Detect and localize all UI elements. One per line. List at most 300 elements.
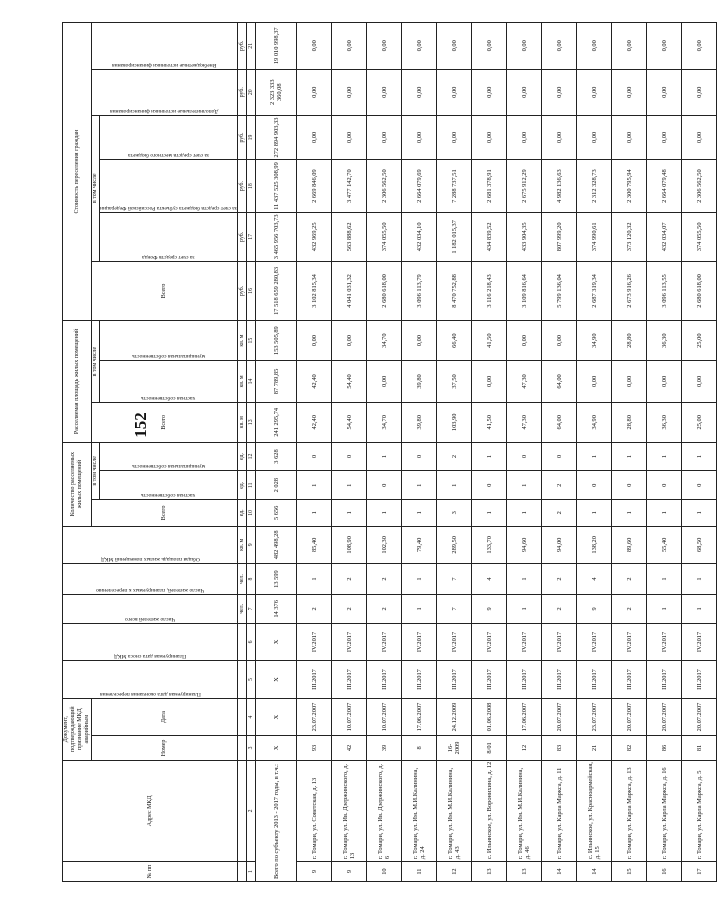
cell-no: 16: [647, 862, 682, 882]
column-index-cell: 5: [247, 661, 256, 699]
cell-addr: с. Ильинское, ул. Красноармейская, д. 15: [577, 760, 612, 862]
header-address: Адрес МКД: [63, 760, 238, 862]
unit-cell: кв. м: [238, 360, 247, 402]
cell-loc: 0,00: [402, 115, 437, 159]
cell-reg: 2 664 079,69: [402, 160, 437, 213]
cell-fund: 807 999,20: [542, 213, 577, 262]
cell-priv: 0: [612, 471, 647, 500]
cell-dem: IV.2017: [367, 623, 402, 661]
cell-addr: г. Томари, ул. Карла Маркса, д. 5: [682, 760, 717, 862]
cell-res: 1: [682, 595, 717, 624]
unit-cell: руб.: [238, 213, 247, 262]
cell-reloc: 1: [507, 564, 542, 595]
total-c5: X: [256, 661, 297, 699]
header-count-total: Всего: [92, 500, 238, 526]
cell-ex2: 0,00: [367, 23, 402, 70]
cell-reloc: 2: [367, 564, 402, 595]
column-index-cell: 13: [247, 402, 256, 442]
cell-dem: IV.2017: [647, 623, 682, 661]
cell-area: 85,40: [297, 526, 332, 564]
cell-amun: 0,00: [542, 321, 577, 361]
header-cost-in: в том числе: [92, 115, 100, 261]
cell-apriv: 37,50: [437, 360, 472, 402]
table-row: [437, 23, 472, 882]
cell-mun: 1: [682, 442, 717, 471]
cell-res: 9: [577, 595, 612, 624]
cell-dem: IV.2017: [437, 623, 472, 661]
total-c9: 482 498,28: [256, 526, 297, 564]
cell-area: 94,00: [542, 526, 577, 564]
cell-loc: 0,00: [437, 115, 472, 159]
cell-loc: 0,00: [367, 115, 402, 159]
column-index-cell: 6: [247, 623, 256, 661]
cell-priv: 1: [297, 471, 332, 500]
unit-cell: ед.: [238, 442, 247, 471]
cell-reloc: 1: [682, 564, 717, 595]
cell-dem: IV.2017: [402, 623, 437, 661]
unit-cell: руб.: [238, 261, 247, 321]
cell-atot: 64,00: [542, 402, 577, 442]
header-no: № пп: [63, 862, 238, 882]
cell-addr: г. Томари, ул. Ив. Дзержинского, д. 6: [367, 760, 402, 862]
cell-mun: 1: [577, 442, 612, 471]
cell-ex2: 0,00: [647, 23, 682, 70]
header-count-municipal: муниципальная собственность: [100, 442, 238, 471]
units-row: [238, 23, 247, 882]
cell-apriv: 54,40: [332, 360, 367, 402]
cell-amun: 28,80: [612, 321, 647, 361]
relocation-table: [62, 22, 717, 882]
column-index-cell: 19: [247, 115, 256, 159]
cell-no: 9: [332, 862, 367, 882]
cell-addr: г. Томари, ул. Им. М.И.Калинина, д. 46: [507, 760, 542, 862]
cell-no: 15: [612, 862, 647, 882]
cell-mun: 1: [612, 442, 647, 471]
header-area-total: Всего: [92, 402, 238, 442]
cell-loc: 0,00: [507, 115, 542, 159]
cell-loc: 0,00: [472, 115, 507, 159]
cell-dem: IV.2017: [542, 623, 577, 661]
cell-priv: 0: [472, 471, 507, 500]
header-cost-fund: за счет средств Фонда: [100, 213, 238, 262]
cell-tot: 2 687 319,34: [577, 261, 612, 321]
total-row: [256, 23, 297, 882]
cell-cnt: 1: [647, 500, 682, 526]
cell-cnt: 1: [612, 500, 647, 526]
cell-reg: 4 982 136,63: [542, 160, 577, 213]
cell-ex2: 0,00: [437, 23, 472, 70]
column-index-cell: 20: [247, 69, 256, 115]
cell-atot: 42,40: [297, 402, 332, 442]
cell-date: 20.07.2007: [682, 698, 717, 736]
cell-area: 89,60: [612, 526, 647, 564]
cell-ex: 0,00: [507, 69, 542, 115]
cell-res: 9: [472, 595, 507, 624]
column-index-cell: 11: [247, 471, 256, 500]
total-c12: 3 628: [256, 442, 297, 471]
header-count-in: в том числе: [92, 442, 100, 499]
cell-amun: 0,00: [297, 321, 332, 361]
cell-end: III.2017: [437, 661, 472, 699]
cell-ex2: 0,00: [402, 23, 437, 70]
cell-reloc: 1: [647, 564, 682, 595]
header-cost-extra: Дополнительные источники финансирования: [92, 69, 238, 115]
cell-priv: 1: [402, 471, 437, 500]
cell-ex2: 0,00: [682, 23, 717, 70]
unit-cell: руб.: [238, 115, 247, 159]
cell-ex: 0,00: [682, 69, 717, 115]
header-plan-demolition: Планируемая дата сноса МКД: [63, 623, 238, 661]
cell-atot: 39,80: [402, 402, 437, 442]
cell-amun: 36,30: [647, 321, 682, 361]
header-cost-group: Стоимость переселения граждан: [63, 23, 92, 321]
total-label: Всего по субъекту 2013 - 2017 годы, в т.ч.:: [256, 760, 297, 881]
cell-dem: IV.2017: [472, 623, 507, 661]
cell-num: 16-2009: [437, 736, 472, 760]
cell-area: 79,40: [402, 526, 437, 564]
cell-res: 2: [332, 595, 367, 624]
cell-tot: 4 041 031,32: [332, 261, 367, 321]
total-c10: 5 656: [256, 500, 297, 526]
table-row: [402, 23, 437, 882]
cell-ex: 0,00: [297, 69, 332, 115]
cell-area: 68,50: [682, 526, 717, 564]
unit-cell: [238, 661, 247, 699]
cell-num: 86: [647, 736, 682, 760]
cell-end: III.2017: [542, 661, 577, 699]
cell-reloc: 1: [297, 564, 332, 595]
cell-mun: 1: [472, 442, 507, 471]
column-index-cell: 10: [247, 500, 256, 526]
cell-ex: 0,00: [332, 69, 367, 115]
cell-cnt: 1: [402, 500, 437, 526]
cell-amun: 34,90: [577, 321, 612, 361]
cell-tot: 8 470 752,88: [437, 261, 472, 321]
header-count-group: Количество расселяемых жилых помещений: [63, 442, 92, 526]
cell-num: 81: [682, 736, 717, 760]
cell-date: 17.06.2007: [402, 698, 437, 736]
cell-reloc: 2: [332, 564, 367, 595]
cell-cnt: 3: [437, 500, 472, 526]
cell-end: III.2017: [507, 661, 542, 699]
table-row: [542, 23, 577, 882]
header-area-private: частная собственность: [100, 360, 238, 402]
cell-apriv: 0,00: [472, 360, 507, 402]
cell-addr: г. Томари, ул. Им. М.И.Калинина, д. 43: [437, 760, 472, 862]
cell-area: 108,90: [332, 526, 367, 564]
header-row-1: [63, 23, 92, 882]
cell-num: 39: [367, 736, 402, 760]
cell-addr: г. Томари, ул. Карла Маркса, д. 13: [612, 760, 647, 862]
total-c11: 2 028: [256, 471, 297, 500]
cell-date: 23.07.2007: [297, 698, 332, 736]
cell-reg: 2 306 562,50: [367, 160, 402, 213]
header-doc-group: Документ, подтверждающий признание МКД аварийным: [63, 698, 92, 760]
cell-area: 94,60: [507, 526, 542, 564]
header-cost-local: за счет средств местного бюджета: [100, 115, 238, 159]
table-row: [367, 23, 402, 882]
cell-fund: 433 904,35: [507, 213, 542, 262]
total-c15: 153 505,89: [256, 321, 297, 361]
header-plan-end: Планируемая дата окончания переселения: [63, 661, 238, 699]
cell-reloc: 1: [402, 564, 437, 595]
cell-apriv: 64,00: [542, 360, 577, 402]
cell-ex2: 0,00: [472, 23, 507, 70]
unit-cell: ед.: [238, 471, 247, 500]
cell-reloc: 4: [472, 564, 507, 595]
cell-date: 10.07.2007: [367, 698, 402, 736]
unit-cell: руб.: [238, 160, 247, 213]
total-c20: 2 323 333 360,08: [256, 69, 297, 115]
cell-reg: 7 288 737,51: [437, 160, 472, 213]
cell-apriv: 0,00: [647, 360, 682, 402]
cell-reloc: 4: [577, 564, 612, 595]
cell-atot: 36,30: [647, 402, 682, 442]
cell-mun: 0: [402, 442, 437, 471]
cell-apriv: 0,00: [577, 360, 612, 402]
cell-ex: 0,00: [402, 69, 437, 115]
cell-loc: 0,00: [577, 115, 612, 159]
cell-atot: 34,70: [367, 402, 402, 442]
header-count-private: частная собственность: [100, 471, 238, 500]
cell-addr: г. Томари, ул. Советская, д. 13: [297, 760, 332, 862]
cell-cnt: 1: [507, 500, 542, 526]
unit-cell: ед.: [238, 500, 247, 526]
cell-atot: 41,50: [472, 402, 507, 442]
cell-res: 2: [542, 595, 577, 624]
cell-ex2: 0,00: [507, 23, 542, 70]
cell-ex: 0,00: [367, 69, 402, 115]
cell-ex: 0,00: [612, 69, 647, 115]
cell-res: 1: [507, 595, 542, 624]
cell-amun: 66,40: [437, 321, 472, 361]
header-doc-number: Номер: [92, 736, 238, 760]
cell-area: 102,30: [367, 526, 402, 564]
cell-loc: 0,00: [647, 115, 682, 159]
cell-tot: 2 680 618,00: [367, 261, 402, 321]
cell-priv: 0: [367, 471, 402, 500]
column-index-row: [247, 23, 256, 882]
cell-mun: 0: [507, 442, 542, 471]
table-body: [256, 23, 717, 882]
cell-apriv: 0,00: [612, 360, 647, 402]
cell-cnt: 1: [577, 500, 612, 526]
table-row: [332, 23, 367, 882]
cell-priv: 0: [647, 471, 682, 500]
cell-ex: 0,00: [437, 69, 472, 115]
total-c21: 19 010 998,37: [256, 23, 297, 70]
cell-date: 01.06.2008: [472, 698, 507, 736]
cell-end: III.2017: [402, 661, 437, 699]
unit-cell: [238, 760, 247, 862]
cell-num: 12: [507, 736, 542, 760]
cell-num: 8/01: [472, 736, 507, 760]
cell-apriv: 47,30: [507, 360, 542, 402]
column-index-cell: 17: [247, 213, 256, 262]
cell-fund: 434 839,52: [472, 213, 507, 262]
cell-dem: IV.2017: [612, 623, 647, 661]
header-doc-date: Дата: [92, 698, 238, 736]
cell-reg: 2 675 912,29: [507, 160, 542, 213]
cell-dem: IV.2017: [507, 623, 542, 661]
cell-tot: 3 096 113,79: [402, 261, 437, 321]
cell-atot: 103,90: [437, 402, 472, 442]
cell-no: 13: [507, 862, 542, 882]
cell-mun: 1: [647, 442, 682, 471]
column-index-cell: 1: [247, 862, 256, 882]
cell-fund: 563 888,62: [332, 213, 367, 262]
cell-res: 2: [297, 595, 332, 624]
column-index-cell: 8: [247, 564, 256, 595]
column-index-cell: 21: [247, 23, 256, 70]
column-index-cell: 3: [247, 736, 256, 760]
unit-cell: чел.: [238, 595, 247, 624]
header-area-municipal: муниципальная собственность: [100, 321, 238, 361]
cell-amun: 0,00: [332, 321, 367, 361]
cell-reg: 2 664 079,48: [647, 160, 682, 213]
cell-no: 14: [577, 862, 612, 882]
cell-amun: 41,50: [472, 321, 507, 361]
cell-area: 289,50: [437, 526, 472, 564]
cell-res: 1: [402, 595, 437, 624]
cell-num: 93: [297, 736, 332, 760]
cell-addr: с. Ильинское, ул. Воронихина, д. 12: [472, 760, 507, 862]
total-c14: 87 789,85: [256, 360, 297, 402]
cell-num: 83: [542, 736, 577, 760]
column-index-cell: 4: [247, 698, 256, 736]
cell-ex2: 0,00: [612, 23, 647, 70]
cell-ex: 0,00: [647, 69, 682, 115]
cell-reg: 3 477 142,70: [332, 160, 367, 213]
cell-reg: 2 306 562,50: [682, 160, 717, 213]
cell-no: 13: [472, 862, 507, 882]
cell-reg: 2 669 846,09: [297, 160, 332, 213]
table-row: [647, 23, 682, 882]
total-c8: 13 599: [256, 564, 297, 595]
cell-amun: 0,00: [507, 321, 542, 361]
cell-res: 2: [367, 595, 402, 624]
cell-apriv: 0,00: [682, 360, 717, 402]
header-cost-region: за счет средств бюджета субъекта Российской Федерации: [100, 160, 238, 213]
cell-num: 82: [612, 736, 647, 760]
cell-ex2: 0,00: [297, 23, 332, 70]
cell-area: 55,40: [647, 526, 682, 564]
cell-fund: 374 055,50: [367, 213, 402, 262]
table-row: [507, 23, 542, 882]
unit-cell: руб.: [238, 69, 247, 115]
total-c7: 14 376: [256, 595, 297, 624]
total-c19: 272 894 903,33: [256, 115, 297, 159]
cell-fund: 373 120,32: [612, 213, 647, 262]
header-area-group: Расселяемая площадь жилых помещений: [63, 321, 92, 442]
cell-dem: IV.2017: [332, 623, 367, 661]
header-cost-total: Всего: [92, 261, 238, 321]
cell-atot: 34,90: [577, 402, 612, 442]
cell-cnt: 1: [682, 500, 717, 526]
cell-loc: 0,00: [612, 115, 647, 159]
cell-num: 21: [577, 736, 612, 760]
cell-ex2: 0,00: [577, 23, 612, 70]
cell-priv: 1: [507, 471, 542, 500]
cell-tot: 3 102 815,34: [297, 261, 332, 321]
cell-tot: 2 673 916,26: [612, 261, 647, 321]
cell-addr: г. Томари, ул. Карла Маркса, д. 11: [542, 760, 577, 862]
cell-fund: 432 034,10: [402, 213, 437, 262]
cell-tot: 5 799 136,04: [542, 261, 577, 321]
cell-loc: 0,00: [542, 115, 577, 159]
column-index-cell: 2: [247, 760, 256, 862]
cell-loc: 0,00: [682, 115, 717, 159]
cell-reg: 2 681 378,91: [472, 160, 507, 213]
cell-date: 20.07.2007: [647, 698, 682, 736]
unit-cell: [238, 698, 247, 736]
cell-fund: 432 969,25: [297, 213, 332, 262]
total-c6: X: [256, 623, 297, 661]
cell-no: 10: [367, 862, 402, 882]
unit-cell: кв. м: [238, 321, 247, 361]
cell-amun: 34,70: [367, 321, 402, 361]
total-c16: 17 518 659 280,83: [256, 261, 297, 321]
header-residents: Число жителей всего: [63, 595, 238, 624]
cell-fund: 1 182 015,37: [437, 213, 472, 262]
cell-mun: 2: [437, 442, 472, 471]
cell-mun: 1: [367, 442, 402, 471]
cell-fund: 374 055,50: [682, 213, 717, 262]
header-total-area: Общая площадь жилых помещений МКД: [63, 526, 238, 564]
cell-ex: 0,00: [472, 69, 507, 115]
cell-res: 7: [437, 595, 472, 624]
cell-date: 23.07.2007: [577, 698, 612, 736]
cell-ex2: 0,00: [542, 23, 577, 70]
cell-tot: 3 096 113,55: [647, 261, 682, 321]
total-c17: 3 465 956 703,73: [256, 213, 297, 262]
table-row: [297, 23, 332, 882]
cell-mun: 0: [332, 442, 367, 471]
cell-reloc: 7: [437, 564, 472, 595]
cell-atot: 54,40: [332, 402, 367, 442]
cell-end: III.2017: [577, 661, 612, 699]
cell-date: 10.07.2007: [332, 698, 367, 736]
cell-loc: 0,00: [297, 115, 332, 159]
table-row: [472, 23, 507, 882]
cell-cnt: 2: [542, 500, 577, 526]
cell-ex: 0,00: [577, 69, 612, 115]
page-number: 152: [130, 412, 150, 438]
column-index-cell: 12: [247, 442, 256, 471]
cell-dem: IV.2017: [577, 623, 612, 661]
unit-cell: руб.: [238, 23, 247, 70]
cell-area: 133,70: [472, 526, 507, 564]
total-c18: 11 437 525 308,99: [256, 160, 297, 213]
cell-loc: 0,00: [332, 115, 367, 159]
cell-end: III.2017: [647, 661, 682, 699]
cell-fund: 432 034,07: [647, 213, 682, 262]
column-index-cell: 16: [247, 261, 256, 321]
cell-reg: 2 300 795,94: [612, 160, 647, 213]
cell-end: III.2017: [682, 661, 717, 699]
column-index-cell: 18: [247, 160, 256, 213]
cell-dem: IV.2017: [297, 623, 332, 661]
cell-addr: г. Томари, ул. Им. М.И.Калинина, д. 24: [402, 760, 437, 862]
column-index-cell: 7: [247, 595, 256, 624]
cell-dem: IV.2017: [682, 623, 717, 661]
table-row: [577, 23, 612, 882]
cell-cnt: 1: [332, 500, 367, 526]
cell-priv: 0: [577, 471, 612, 500]
cell-fund: 374 990,61: [577, 213, 612, 262]
cell-addr: г. Томари, ул. Карла Маркса, д. 16: [647, 760, 682, 862]
column-index-cell: 14: [247, 360, 256, 402]
